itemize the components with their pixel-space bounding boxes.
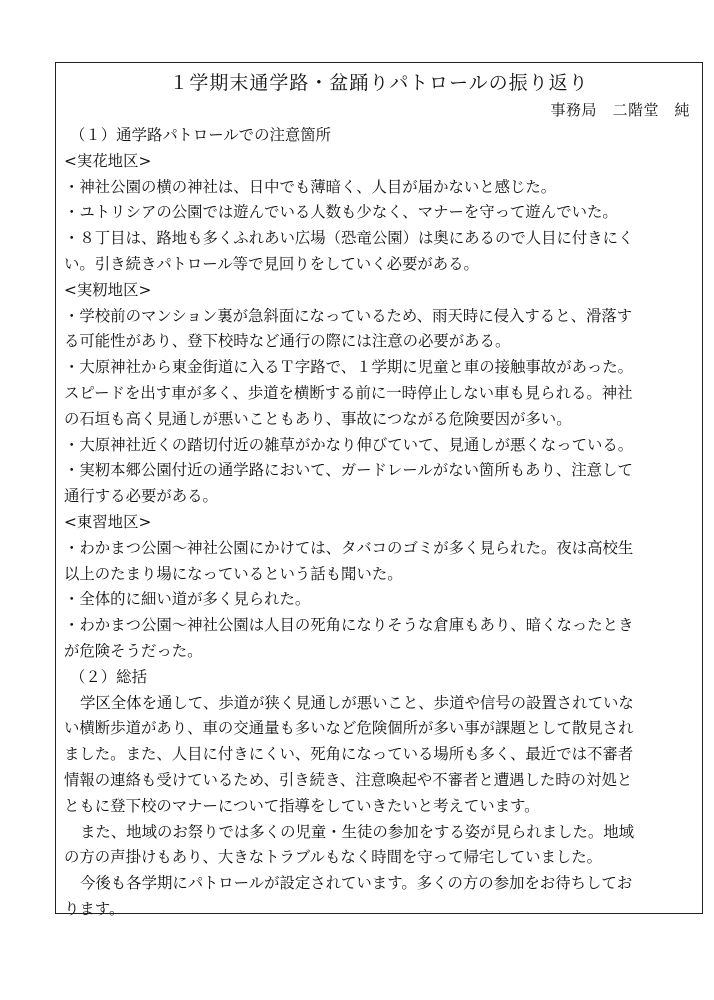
- text-line: 通行する必要がある。: [64, 487, 218, 506]
- text-line: ました。また、人目に付きにくい、死角になっている場所も多く、最近では不審者: [64, 745, 634, 764]
- text-line: ります。: [64, 899, 125, 918]
- text-line: 情報の連絡も受けているため、引き続き、注意喚起や不審者と遭遇した時の対処と: [64, 770, 633, 789]
- text-line: ・大原神社から東金街道に入るＴ字路で、１学期に児童と車の接触事故があった。: [64, 358, 633, 377]
- text-line: ・わかまつ公園～神社公園にかけては、タバコのゴミが多く見られた。夜は高校生: [64, 538, 634, 557]
- text-line: また、地域のお祭りでは多くの児童・生徒の参加をする姿が見られました。地域: [80, 822, 635, 841]
- document-text: [64, 123, 694, 923]
- text-line: <実花地区>: [64, 151, 152, 170]
- document-body: [64, 68, 694, 923]
- text-line: ・神社公園の横の神社は、日中でも薄暗く、人目が届かないと感じた。: [64, 177, 557, 196]
- text-line: の方の声掛けもあり、大きなトラブルもなく時間を守って帰宅していました。: [64, 848, 603, 867]
- text-line: ・ユトリシアの公園では遊んでいる人数も少なく、マナーを守って遊んでいた。: [64, 203, 618, 222]
- text-line: ・全体的に細い道が多く見られた。: [64, 590, 311, 609]
- text-line: る可能性があり、登下校時など通行の際には注意の必要がある。: [64, 332, 511, 351]
- text-line: が危険そうだった。: [64, 641, 203, 660]
- text-line: ・大原神社近くの踏切付近の雑草がかなり伸びていて、見通しが悪くなっている。: [64, 435, 634, 454]
- text-line: の石垣も高く見通しが悪いこともあり、事故につながる危険要因が多い。: [64, 409, 572, 428]
- text-line: ・学校前のマンション裏が急斜面になっているため、雨天時に侵入すると、滑落す: [64, 306, 633, 325]
- text-line: 学区全体を通して、歩道が狭く見通しが悪いこと、歩道や信号の設置されていな: [80, 693, 634, 712]
- text-line: ・わかまつ公園～神社公園は人目の死角になりそうな倉庫もあり、暗くなったとき: [64, 616, 634, 635]
- section-heading: （１）通学路パトロールでの注意箇所: [70, 126, 332, 144]
- text-line: ・８丁目は、路地も多くふれあい広場（恐竜公園）は奥にあるので人目に付きにく: [64, 229, 634, 248]
- text-line: <東習地区>: [64, 512, 152, 531]
- document-title: １学期末通学路・盆踊りパトロールの振り返り: [169, 72, 589, 94]
- text-line: ・実籾本郷公園付近の通学路において、ガードレールがない箇所もあり、注意して: [64, 461, 633, 480]
- text-line: <実籾地区>: [64, 280, 152, 299]
- text-line: 今後も各学期にパトロールが設定されています。多くの方の参加をお待ちしてお: [80, 874, 633, 893]
- text-line: ともに登下校のマナーについて指導をしていきたいと考えています。: [64, 796, 540, 815]
- section-heading: （２）総括: [70, 667, 147, 686]
- text-line: 以上のたまり場になっているという話も聞いた。: [64, 564, 403, 583]
- text-line: スピードを出す車が多く、歩道を横断する前に一時停止しない車も見られる。神社: [64, 383, 633, 402]
- text-line: い横断歩道があり、車の交通量も多いなど危険個所が多い事が課題として散見され: [64, 719, 634, 738]
- author-line: 事務局 二階堂 純: [550, 101, 690, 119]
- text-line: い。引き続きパトロール等で見回りをしていく必要がある。: [64, 254, 479, 273]
